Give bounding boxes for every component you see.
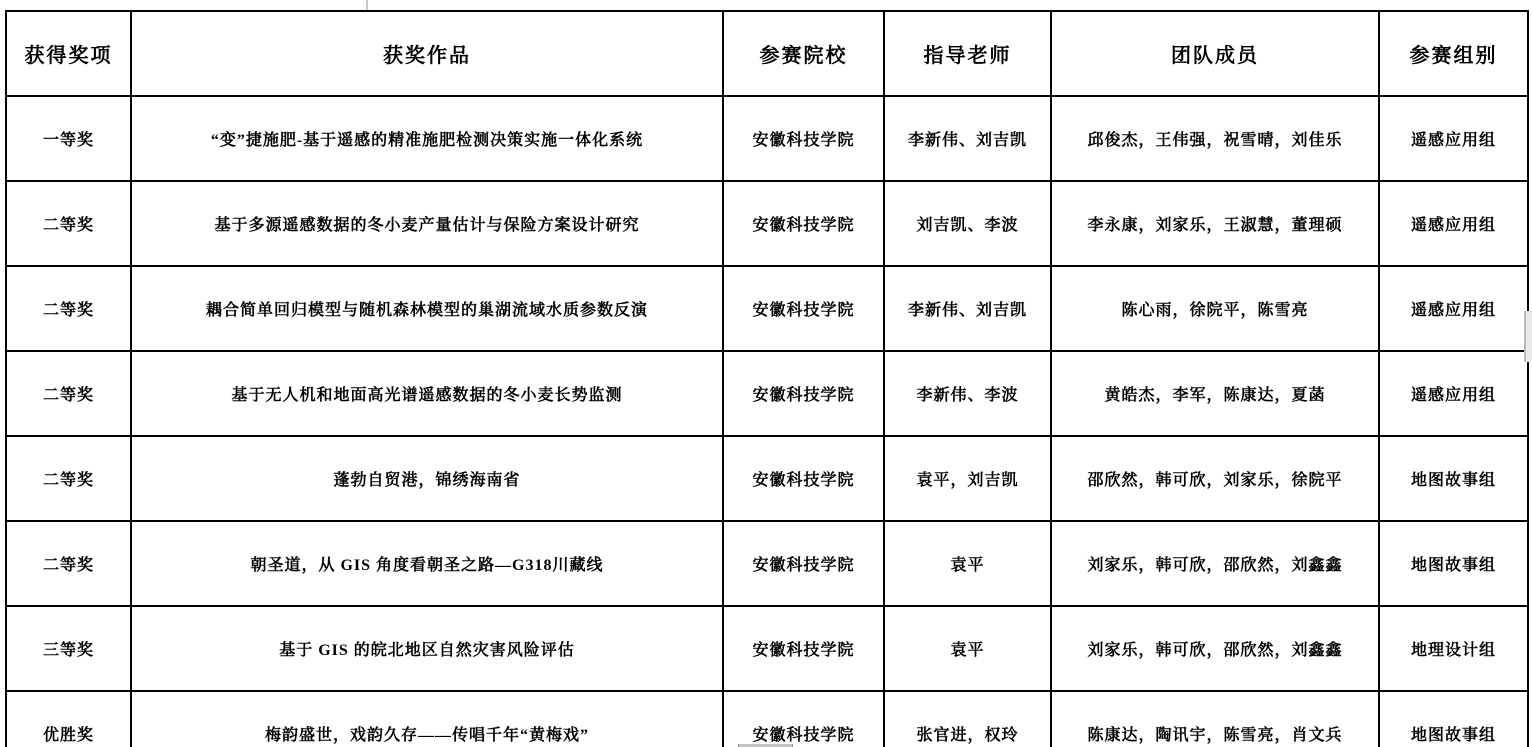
vertical-scrollbar-fragment[interactable] [1524,311,1532,362]
cell-award: 二等奖 [6,351,131,436]
table-row [6,181,1528,266]
table-row [6,606,1528,691]
cell-group: 遥感应用组 [1379,181,1528,266]
cell-group: 遥感应用组 [1379,96,1528,181]
cell-group: 地图故事组 [1379,691,1528,747]
cell-members: 刘家乐，韩可欣，邵欣然，刘鑫鑫 [1051,606,1379,691]
cell-work: 基于多源遥感数据的冬小麦产量估计与保险方案设计研究 [131,181,723,266]
cell-group: 地图故事组 [1379,521,1528,606]
cell-members: 李永康，刘家乐，王淑慧，董理硕 [1051,181,1379,266]
cell-award: 二等奖 [6,181,131,266]
cell-work: “变”捷施肥-基于遥感的精准施肥检测决策实施一体化系统 [131,96,723,181]
cell-teacher: 李新伟、刘吉凯 [884,266,1051,351]
spreadsheet-gridline-artifact [366,0,368,10]
cell-award: 三等奖 [6,606,131,691]
cell-teacher: 李新伟、刘吉凯 [884,96,1051,181]
cell-teacher: 刘吉凯、李波 [884,181,1051,266]
cell-teacher: 张官进，权玲 [884,691,1051,747]
cell-members: 邱俊杰，王伟强，祝雪晴，刘佳乐 [1051,96,1379,181]
awards-table [5,10,1529,747]
cell-teacher: 李新伟、李波 [884,351,1051,436]
table-row [6,691,1528,747]
cell-group: 遥感应用组 [1379,351,1528,436]
cell-teacher: 袁平 [884,521,1051,606]
cell-award: 二等奖 [6,436,131,521]
cell-group: 地理设计组 [1379,606,1528,691]
cell-school: 安徽科技学院 [723,351,884,436]
cell-school: 安徽科技学院 [723,521,884,606]
cell-members: 邵欣然，韩可欣，刘家乐，徐院平 [1051,436,1379,521]
cell-school: 安徽科技学院 [723,181,884,266]
column-header-award: 获得奖项 [6,11,131,96]
cell-members: 刘家乐，韩可欣，邵欣然，刘鑫鑫 [1051,521,1379,606]
column-header-teacher: 指导老师 [884,11,1051,96]
cell-school: 安徽科技学院 [723,266,884,351]
cell-group: 遥感应用组 [1379,266,1528,351]
cell-school: 安徽科技学院 [723,436,884,521]
cell-work: 梅韵盛世，戏韵久存——传唱千年“黄梅戏” [131,691,723,747]
cell-award: 二等奖 [6,521,131,606]
table-row [6,96,1528,181]
cell-work: 朝圣道，从 GIS 角度看朝圣之路—G318川藏线 [131,521,723,606]
column-header-group: 参赛组别 [1379,11,1528,96]
table-row [6,266,1528,351]
table-row [6,351,1528,436]
cell-teacher: 袁平，刘吉凯 [884,436,1051,521]
cell-award: 优胜奖 [6,691,131,747]
table-row [6,436,1528,521]
cell-members: 黄皓杰，李军，陈康达，夏菡 [1051,351,1379,436]
table-row [6,521,1528,606]
cell-work: 基于无人机和地面高光谱遥感数据的冬小麦长势监测 [131,351,723,436]
cell-group: 地图故事组 [1379,436,1528,521]
cell-work: 耦合简单回归模型与随机森林模型的巢湖流域水质参数反演 [131,266,723,351]
cell-school: 安徽科技学院 [723,96,884,181]
cell-members: 陈康达，陶讯宇，陈雪亮，肖文兵 [1051,691,1379,747]
cell-work: 基于 GIS 的皖北地区自然灾害风险评估 [131,606,723,691]
header-row [6,11,1528,96]
column-header-work: 获奖作品 [131,11,723,96]
cell-members: 陈心雨，徐院平，陈雪亮 [1051,266,1379,351]
column-header-school: 参赛院校 [723,11,884,96]
column-header-members: 团队成员 [1051,11,1379,96]
cell-award: 二等奖 [6,266,131,351]
cell-teacher: 袁平 [884,606,1051,691]
cell-award: 一等奖 [6,96,131,181]
cell-school: 安徽科技学院 [723,691,884,747]
cell-work: 蓬勃自贸港，锦绣海南省 [131,436,723,521]
cell-school: 安徽科技学院 [723,606,884,691]
